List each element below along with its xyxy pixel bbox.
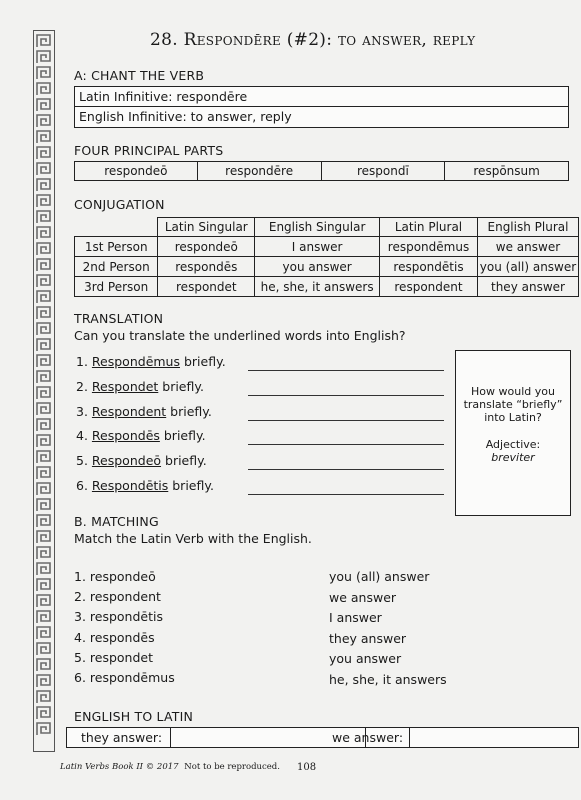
item-number: 1. bbox=[76, 354, 88, 369]
corner-cell bbox=[75, 218, 158, 237]
footer-copyright bbox=[60, 762, 280, 772]
table-cell: you answer bbox=[255, 257, 380, 277]
column-header: English Singular bbox=[255, 218, 380, 237]
table-cell: respondent bbox=[380, 277, 478, 297]
greek-key-border bbox=[33, 30, 55, 752]
translation-item bbox=[76, 478, 214, 493]
latin-match-item: 5. respondet bbox=[74, 650, 153, 665]
underlined-word: Respondēmus bbox=[91, 354, 180, 369]
item-number: 2. bbox=[76, 379, 88, 394]
they-answer-label: they answer: bbox=[81, 730, 163, 745]
footer-copyright-text: Latin Verbs Book II © 2017 bbox=[60, 762, 179, 772]
english-match-item: you answer bbox=[329, 651, 402, 666]
latin-match-item: 6. respondēmus bbox=[74, 670, 175, 685]
principal-parts-heading: FOUR PRINCIPAL PARTS bbox=[74, 143, 224, 158]
underlined-word: Respondent bbox=[91, 404, 167, 419]
item-rest: briefly. bbox=[168, 478, 214, 493]
table-cell: I answer bbox=[255, 237, 380, 257]
table-cell: we answer bbox=[477, 237, 578, 257]
underlined-word: Respondēs bbox=[91, 428, 160, 443]
sidebox-adjective-value: breviter bbox=[491, 451, 535, 464]
table-cell: they answer bbox=[477, 277, 578, 297]
column-header: Latin Plural bbox=[380, 218, 478, 237]
latin-match-item: 3. respondētis bbox=[74, 609, 163, 624]
item-rest: briefly. bbox=[180, 354, 226, 369]
latin-match-item: 2. respondent bbox=[74, 589, 161, 604]
english-infinitive: English Infinitive: to answer, reply bbox=[79, 109, 292, 124]
we-answer-label: we answer: bbox=[332, 730, 404, 745]
english-match-item: we answer bbox=[329, 590, 397, 605]
underlined-word: Respondētis bbox=[91, 478, 169, 493]
sidebox-adjective-label: Adjective: bbox=[485, 438, 541, 451]
item-number: 4. bbox=[76, 428, 88, 443]
answer-blank[interactable] bbox=[248, 444, 444, 445]
latin-match-item: 1. respondeō bbox=[74, 569, 156, 584]
page-number: 108 bbox=[297, 762, 317, 773]
item-rest: briefly. bbox=[166, 404, 212, 419]
translation-instruction: Can you translate the underlined words into English? bbox=[74, 328, 406, 343]
principal-part: respōnsum bbox=[445, 162, 569, 181]
table-cell: respondētis bbox=[380, 257, 478, 277]
matching-heading: B. MATCHING bbox=[74, 514, 159, 529]
table-cell: respondēmus bbox=[380, 237, 478, 257]
principal-part: respondī bbox=[321, 162, 445, 181]
answer-blank[interactable] bbox=[248, 370, 444, 371]
principal-part: respondēre bbox=[197, 162, 321, 181]
english-match-item: he, she, it answers bbox=[329, 672, 447, 687]
table-cell: you (all) answer bbox=[477, 257, 578, 277]
item-number: 3. bbox=[76, 404, 88, 419]
translation-heading: TRANSLATION bbox=[74, 311, 164, 326]
item-number: 6. bbox=[76, 478, 88, 493]
latin-match-item: 4. respondēs bbox=[74, 630, 155, 645]
breviter-sidebox bbox=[455, 350, 571, 516]
table-row bbox=[75, 237, 579, 257]
page-title bbox=[150, 30, 570, 50]
latin-infinitive: Latin Infinitive: respondēre bbox=[79, 89, 248, 104]
table-cell: respondēs bbox=[158, 257, 255, 277]
principal-parts-table bbox=[74, 161, 569, 181]
chant-box bbox=[74, 86, 569, 128]
table-cell: respondeō bbox=[158, 237, 255, 257]
person-label: 1st Person bbox=[75, 237, 158, 257]
english-match-item: you (all) answer bbox=[329, 569, 430, 584]
sidebox-question-line: into Latin? bbox=[484, 411, 542, 424]
table-row bbox=[75, 257, 579, 277]
translation-item bbox=[76, 428, 206, 443]
english-match-item: I answer bbox=[329, 610, 382, 625]
translation-item bbox=[76, 404, 212, 419]
answer-blank[interactable] bbox=[248, 395, 444, 396]
underlined-word: Respondeō bbox=[91, 453, 162, 468]
person-label: 3rd Person bbox=[75, 277, 158, 297]
sidebox-question-line: How would you bbox=[471, 385, 555, 398]
item-number: 5. bbox=[76, 453, 88, 468]
column-header: Latin Singular bbox=[158, 218, 255, 237]
english-match-item: they answer bbox=[329, 631, 407, 646]
conjugation-heading: CONJUGATION bbox=[74, 197, 165, 212]
table-row bbox=[75, 277, 579, 297]
item-rest: briefly. bbox=[161, 453, 207, 468]
title-text: 28. Respondēre (#2): to answer, reply bbox=[150, 30, 476, 50]
translation-item bbox=[76, 379, 204, 394]
table-cell: respondet bbox=[158, 277, 255, 297]
table-cell: he, she, it answers bbox=[255, 277, 380, 297]
underlined-word: Respondet bbox=[91, 379, 159, 394]
answer-blank[interactable] bbox=[248, 469, 444, 470]
english-to-latin-box bbox=[66, 727, 579, 748]
sidebox-question-line: translate “briefly” bbox=[463, 398, 563, 411]
principal-part: respondeō bbox=[75, 162, 198, 181]
item-rest: briefly. bbox=[159, 428, 206, 443]
chant-heading: A: CHANT THE VERB bbox=[74, 68, 205, 83]
matching-instruction: Match the Latin Verb with the English. bbox=[74, 531, 312, 546]
person-label: 2nd Person bbox=[75, 257, 158, 277]
footer-note: Not to be reproduced. bbox=[184, 762, 280, 772]
we-answer-field[interactable] bbox=[410, 728, 577, 747]
conjugation-table bbox=[74, 217, 579, 297]
answer-blank[interactable] bbox=[248, 494, 444, 495]
item-rest: briefly. bbox=[158, 379, 204, 394]
english-to-latin-heading: ENGLISH TO LATIN bbox=[74, 709, 194, 724]
translation-item bbox=[76, 453, 207, 468]
column-header: English Plural bbox=[477, 218, 578, 237]
translation-item bbox=[76, 354, 226, 369]
answer-blank[interactable] bbox=[248, 420, 444, 421]
